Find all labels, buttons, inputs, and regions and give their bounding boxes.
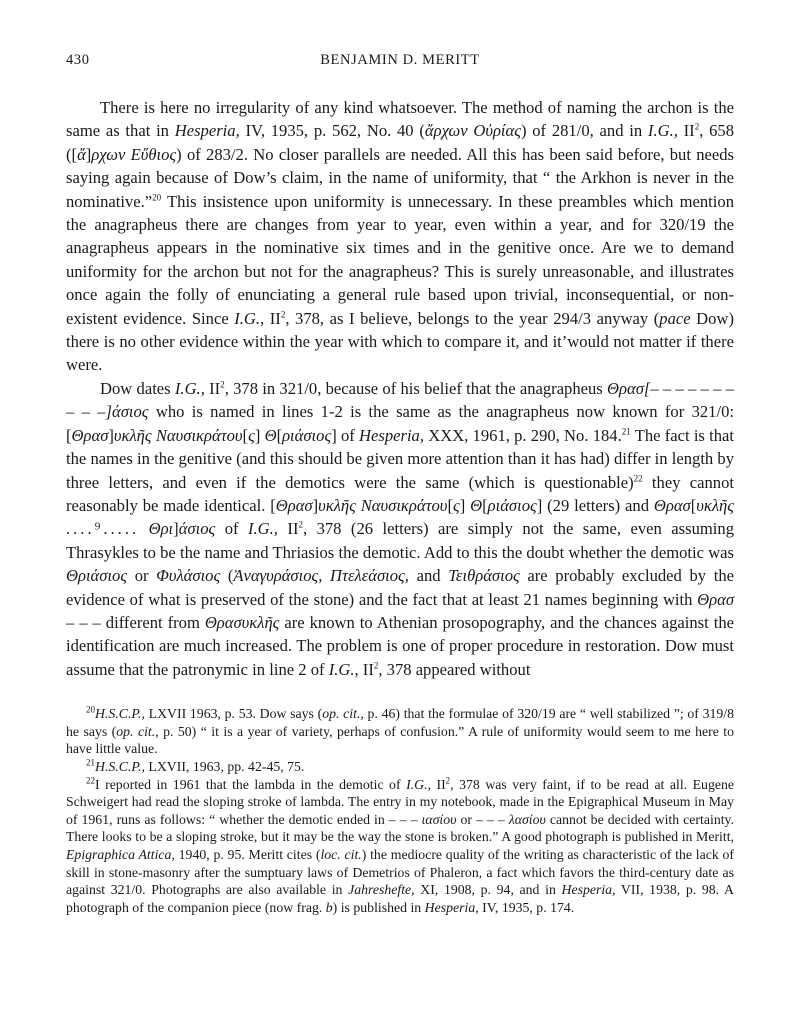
- text-run: XXX, 1961, p. 290, No. 184.: [424, 425, 622, 445]
- greek-text: Θ: [264, 425, 277, 445]
- footnote-ref[interactable]: 21: [621, 426, 631, 437]
- text-run: ] (29 letters) and: [536, 495, 654, 515]
- footnote-number: 21: [86, 757, 95, 768]
- text-run: The fact is that the names in the genitive (and this should be given more attention than it has had) differ in length by three letters, and even if the demotics were the same (which is questionable): [66, 425, 734, 492]
- greek-text: ιασίου: [421, 811, 457, 827]
- citation: Epigraphica Attica,: [66, 846, 175, 862]
- citation: Hesperia,: [561, 882, 616, 898]
- citation: Hesperia,: [359, 425, 424, 445]
- text-run: Dow) there is no other evidence within the year with which to compare it, and it’would not matter if there were.: [66, 308, 734, 375]
- greek-text: ριάσιος: [487, 495, 537, 515]
- greek-text: Τειθράσιος: [448, 566, 520, 586]
- text-run: ) of 283/2. No closer parallels are needed. All this has been said before, but needs saying again because of Dow’s claim, in the name of uniformity, that “ the Arkhon is never in the nominative.”: [66, 144, 734, 211]
- greek-text: άσιος: [178, 519, 216, 539]
- footnotes: [66, 705, 734, 916]
- body-text: [66, 96, 734, 681]
- text-run: ) the mediocre quality of the writing as characteristic of the lack of skill in stone-masonry after the sumptuary laws of Demetrios of Phaleron, a fact which favors the third-century date as against 321/0. Photographs are also available in: [66, 846, 734, 898]
- greek-text: ρχων Εὔθιος: [91, 144, 177, 164]
- text-run: II: [204, 378, 221, 398]
- superscript: 2: [280, 309, 286, 320]
- text-run: [139, 519, 148, 538]
- citation: H.S.C.P.,: [95, 758, 145, 774]
- text-run: , 378 in 321/0, because of his belief that the anagrapheus: [224, 378, 608, 398]
- text-run: or – – –: [456, 811, 509, 827]
- greek-text: ριάσιος: [282, 425, 332, 445]
- citation: op. cit.,: [322, 706, 364, 722]
- fragment-label: b: [325, 899, 333, 915]
- greek-text: Θρασ: [653, 495, 691, 515]
- greek-text: Θρασ: [697, 589, 734, 609]
- greek-text: Θρασυκλῆς: [204, 612, 280, 632]
- page-number: 430: [66, 52, 90, 68]
- text-run: ) is published in: [332, 899, 425, 915]
- text-run: [: [482, 495, 488, 515]
- greek-text: Φυλάσιος: [156, 566, 221, 586]
- superscript: 2: [373, 660, 379, 671]
- text-run: [: [242, 425, 249, 445]
- text-run: IV, 1935, p. 174.: [478, 899, 575, 915]
- text-run: ]: [108, 425, 114, 445]
- footnote-21: [66, 758, 734, 776]
- text-run: II: [264, 308, 281, 328]
- text-run: ]: [85, 144, 92, 164]
- greek-text: υκλῆς: [696, 495, 734, 515]
- greek-text: ς: [248, 425, 255, 445]
- greek-text: Θρασ[– – – – – – – – – –]άσιος: [66, 378, 735, 422]
- document-page: [66, 52, 734, 916]
- text-run: II: [277, 519, 299, 539]
- text-run: II: [430, 776, 446, 792]
- greek-text: ἄρχων Οὐρίας: [424, 121, 521, 141]
- text-run: There is here no irregularity of any kind whatsoever. The method of naming the archon is the same as that in: [66, 98, 734, 141]
- greek-text: υκλῆς Ναυσικράτου: [318, 495, 448, 515]
- text-run: who is named in lines 1-2 is the same as the anagrapheus now known for 321/0: [: [66, 402, 734, 445]
- superscript: 2: [445, 774, 451, 785]
- footnote-ref[interactable]: 22: [633, 472, 643, 483]
- citation: Hesperia,: [424, 899, 479, 915]
- footnote-number: 22: [86, 774, 95, 785]
- text-run: ]: [312, 495, 319, 515]
- citation: I.G.,: [406, 776, 431, 792]
- text-run: VII, 1938, p. 98. A photograph of the companion piece (now frag.: [66, 882, 734, 915]
- text-run: XI, 1908, p. 94, and in: [414, 882, 562, 898]
- text-run: II: [358, 659, 374, 679]
- text-run: ] of: [331, 425, 360, 445]
- citation: I.G.,: [174, 378, 205, 398]
- text-run: they cannot reasonably be made identical. [: [66, 472, 734, 515]
- text-run: , 378 appeared without: [378, 659, 531, 679]
- greek-text: λασίου: [508, 811, 546, 827]
- superscript: 2: [694, 121, 700, 132]
- text-run: , 378 was very faint, if to be read at all. Eugene Schweigert had read the sloping stroke of lambda. The entry in my notebook, made in the Epigraphical Museum in May of 1961, runs as follows: “ whether the demotic ended in – – –: [66, 776, 735, 827]
- text-run: LXVII, 1963, pp. 42-45, 75.: [144, 758, 305, 774]
- text-run: ]: [459, 495, 471, 515]
- citation: H.S.C.P.,: [95, 706, 145, 722]
- lacuna-marker: ....⁹.....: [66, 519, 140, 539]
- greek-text: Θρασ: [71, 425, 109, 445]
- greek-text: υκλῆς Ναυσικράτου: [113, 425, 243, 445]
- text-run: (: [220, 566, 234, 586]
- citation: Jahreshefte,: [348, 882, 415, 898]
- superscript: 2: [220, 379, 225, 390]
- text-run: This insistence upon uniformity is unnecessary. In these preambles which mention the anagrapheus there are changes from year to year, even within a year, and for 320/19 the anagrapheus appears in the nominative six times and in the genitive once. Are we to demand uniformity for the archon but not for the anagrapheus? This is surely unreasonable, and illustrates once again the folly of enunciating a general rule based upon trivial, inconsequential, or non-existent evidence. Since: [66, 191, 734, 328]
- text-run: II: [677, 121, 695, 141]
- text-run: are probably excluded by the evidence of what is preserved of the stone) and the fact that at least 21 names beginning with: [66, 566, 734, 609]
- text-run: LXVII 1963, p. 53. Dow says (: [144, 706, 323, 722]
- superscript: 2: [298, 519, 303, 530]
- footnote-number: 20: [86, 704, 95, 715]
- greek-text: ς: [452, 495, 460, 515]
- text-run: [: [447, 495, 453, 515]
- text-run: and: [408, 566, 449, 586]
- running-head: BENJAMIN D. MERITT: [320, 52, 480, 68]
- latin-term: pace: [659, 308, 691, 328]
- citation: I.G.,: [647, 121, 678, 141]
- text-run: , 378 (26 letters) are simply not the same, even assuming Thrasykles to be the name and Thriasios the demotic. Add to this the doubt whether the demotic was: [66, 519, 734, 562]
- text-run: cannot be decided with certainty. There looks to be a sloping stroke, but it may be the way the stone is broken.” A good photograph is published in Meritt,: [66, 811, 734, 845]
- greek-text: Θ: [470, 495, 483, 515]
- citation: I.G.,: [328, 659, 359, 679]
- text-run: are known to Athenian prosopography, and the chances against the identification are much increased. The problem is one of proper procedure in restoration. Dow must assume that the patronymic in line 2 of: [66, 612, 734, 679]
- paragraph-1: [66, 96, 734, 377]
- footnote-20: [66, 705, 734, 758]
- greek-text: Θρασ: [275, 495, 313, 515]
- text-run: Dow dates: [100, 378, 175, 398]
- text-run: p. 50) “ it is a year of variety, perhaps of confusion.” A rule of uniformity would seem to me here to have little value.: [66, 723, 735, 757]
- citation: I.G.,: [247, 519, 278, 539]
- greek-text: Θρι: [148, 519, 174, 539]
- citation: I.G.,: [234, 308, 265, 328]
- text-run: ]: [254, 425, 265, 445]
- citation: loc. cit.: [320, 846, 362, 862]
- text-run: p. 46) that the formulae of 320/19 are “ well stabilized ”; of 319/8 he says (: [66, 706, 734, 739]
- greek-text: Θριάσιος: [66, 566, 128, 586]
- footnote-ref[interactable]: 20: [152, 192, 162, 203]
- page-header: [66, 52, 734, 74]
- paragraph-2: [66, 377, 734, 681]
- citation: op. cit.,: [116, 723, 159, 739]
- text-run: [: [276, 425, 283, 445]
- text-run: I reported in 1961 that the lambda in the demotic of: [95, 776, 407, 792]
- text-run: ]: [173, 519, 179, 539]
- text-run: 1940, p. 95. Meritt cites (: [174, 846, 321, 862]
- text-run: of: [215, 519, 248, 539]
- text-run: , 658 ([: [66, 121, 734, 164]
- footnote-22: [66, 776, 734, 917]
- text-run: , 378, as I believe, belongs to the year 294/3 anyway (: [285, 308, 660, 328]
- citation: Hesperia,: [174, 121, 240, 141]
- text-run: – – – different from: [66, 612, 205, 632]
- text-run: [: [690, 495, 697, 515]
- text-run: ) of 281/0, and in: [520, 121, 648, 141]
- text-run: IV, 1935, p. 562, No. 40 (: [239, 121, 425, 141]
- text-run: or: [127, 566, 157, 586]
- greek-text: ἄ: [77, 144, 86, 164]
- greek-text: Ἀναγυράσιος, Πτελεάσιος,: [233, 566, 409, 586]
